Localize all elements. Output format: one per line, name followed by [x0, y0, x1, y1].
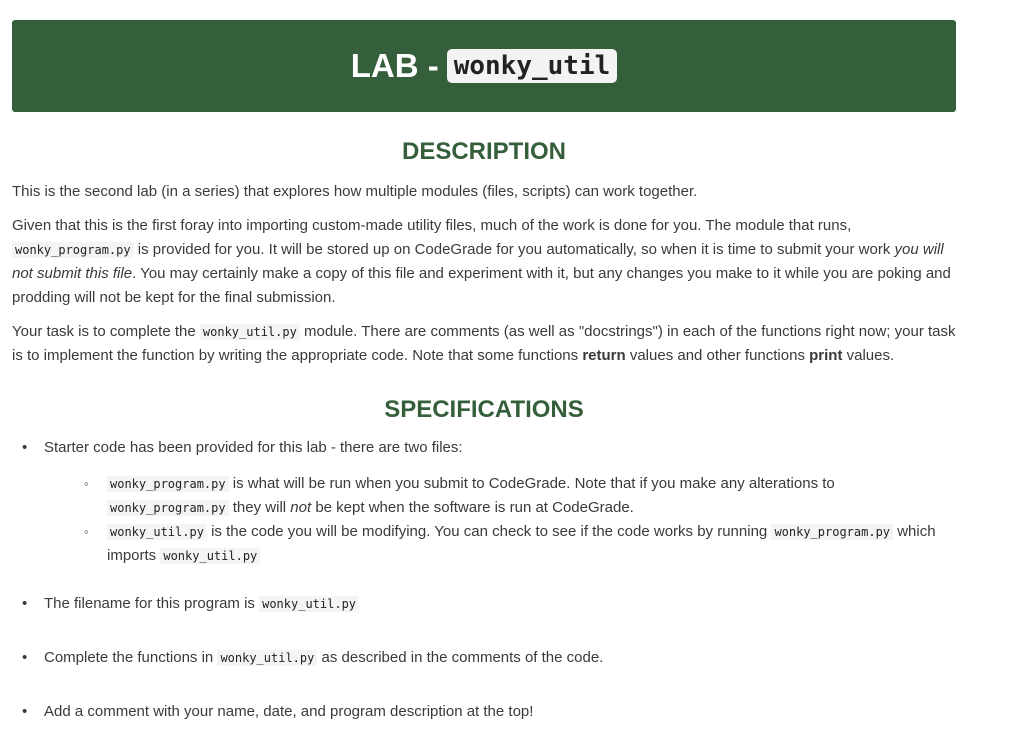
- description-paragraph-1: This is the second lab (in a series) that explores how multiple modules (files, scripts) can work together.: [12, 183, 698, 200]
- p3-text-a: Your task is to complete the: [12, 323, 196, 340]
- sub2-text-a: is the code you will be modifying. You can check to see if the code works by running: [211, 523, 768, 540]
- sub1-text-b: they will: [232, 499, 287, 516]
- p3-text-d: values.: [846, 347, 895, 364]
- p2-text-a: Given that this is the first foray into importing custom-made utility files, much of the work is done for you. The module that runs,: [12, 217, 852, 234]
- bullet-icon: •: [22, 703, 28, 720]
- sub-item-util-file: [76, 520, 956, 568]
- sub2-text-b: which imports: [107, 523, 936, 564]
- spec-item-2-text: The filename for this program is: [44, 595, 255, 612]
- lab-page: [12, 20, 956, 724]
- spec-item-3-code: wonky_util.py: [217, 650, 317, 666]
- sub2-code-3: wonky_util.py: [160, 548, 260, 564]
- sub2-code-1: wonky_util.py: [107, 524, 207, 540]
- p2-text-b: is provided for you. It will be stored up on CodeGrade for you automatically, so when it is time to submit your work: [137, 241, 891, 258]
- p3-code: wonky_util.py: [200, 324, 300, 340]
- sub1-code-1: wonky_program.py: [107, 476, 229, 492]
- spec-item-3-text-b: as described in the comments of the code.: [321, 649, 604, 666]
- p3-strong-print: print: [809, 347, 843, 364]
- bullet-icon: •: [22, 595, 28, 612]
- p3-text-c: values and other functions: [629, 347, 805, 364]
- hollow-bullet-icon: ◦: [84, 524, 89, 539]
- spec-item-1-text: Starter code has been provided for this lab - there are two files:: [44, 439, 463, 456]
- spec-item-3-text-a: Complete the functions in: [44, 649, 214, 666]
- sub1-text-c: be kept when the software is run at CodeGrade.: [315, 499, 634, 516]
- bullet-icon: •: [22, 439, 28, 456]
- description-paragraph-2: [12, 214, 956, 310]
- specifications-list: [12, 436, 956, 724]
- bullet-icon: •: [22, 649, 28, 666]
- hollow-bullet-icon: ◦: [84, 476, 89, 491]
- p3-strong-return: return: [582, 347, 626, 364]
- sub-item-program-file: [76, 472, 956, 520]
- specifications-heading: SPECIFICATIONS: [384, 396, 584, 423]
- p2-code: wonky_program.py: [12, 242, 134, 258]
- title-banner: [12, 20, 956, 112]
- p3-text-b: module. There are comments (as well as "docstrings") in each of the functions right now; your task is to implement the function by writing the appropriate code. Note that some functions: [12, 323, 956, 364]
- description-paragraph-3: [12, 320, 956, 368]
- sub2-code-2: wonky_program.py: [771, 524, 893, 540]
- title-prefix: LAB -: [350, 47, 439, 84]
- sub1-text-a: is what will be run when you submit to CodeGrade. Note that if you make any alterations to: [232, 475, 835, 492]
- spec-item-2-code: wonky_util.py: [259, 596, 359, 612]
- sub1-code-2: wonky_program.py: [107, 500, 229, 516]
- spec-item-complete-functions: [12, 646, 956, 670]
- spec-item-4-text: Add a comment with your name, date, and program description at the top!: [44, 703, 534, 720]
- p2-emphasis: you will not submit this file: [12, 241, 944, 282]
- sub1-emphasis: not: [290, 499, 312, 516]
- description-heading: DESCRIPTION: [401, 138, 566, 165]
- spec-item-add-comment: [12, 700, 956, 724]
- page-title: [351, 46, 618, 86]
- p2-text-c: . You may certainly make a copy of this file and experiment with it, but any changes you make to it while you are poking and prodding will not be kept for the final submission.: [12, 265, 951, 306]
- title-code: wonky_util: [447, 49, 618, 83]
- spec-item-starter-code: [12, 436, 956, 568]
- starter-files-list: [76, 472, 956, 568]
- spec-item-filename: [12, 592, 956, 616]
